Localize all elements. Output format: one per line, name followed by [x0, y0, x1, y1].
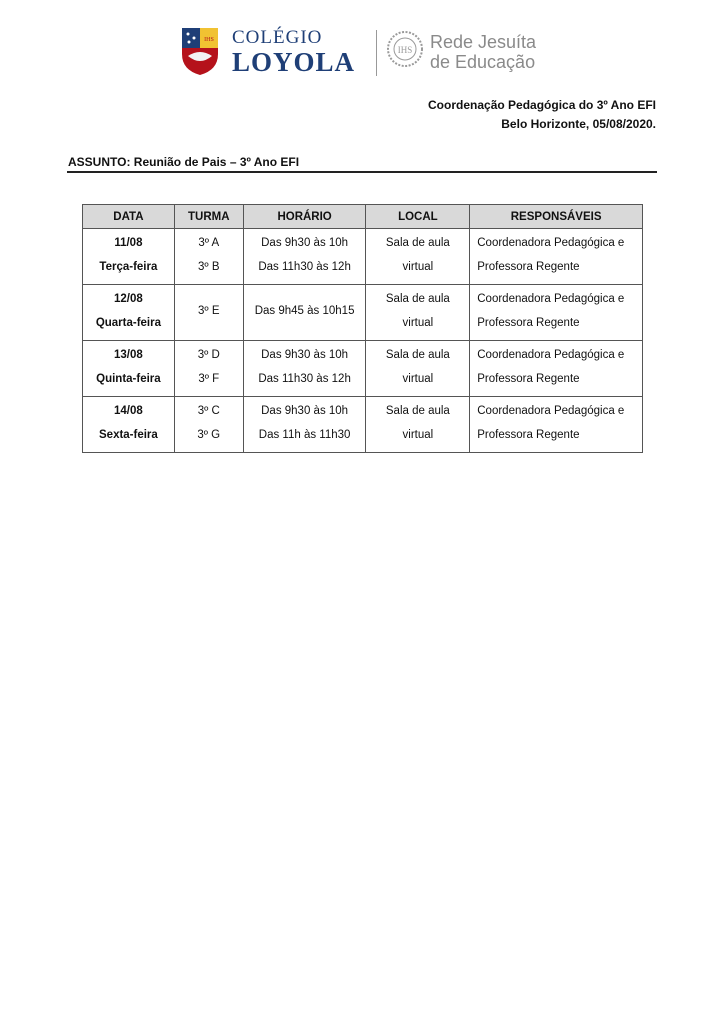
turma-cell [174, 229, 243, 285]
school-name-colegio: COLÉGIO [232, 27, 323, 48]
local-cell [366, 341, 470, 397]
responsaveis-cell [470, 341, 643, 397]
date-value: 13/08 [114, 349, 143, 361]
network-name [430, 32, 536, 72]
horario-value: Das 9h30 às 10h [261, 237, 349, 249]
date-value: 12/08 [114, 293, 143, 305]
responsaveis-line: Coordenadora Pedagógica e [477, 293, 625, 305]
horario-cell [243, 285, 366, 341]
responsaveis-cell [470, 285, 643, 341]
responsaveis-cell [470, 397, 643, 453]
header-horario: HORÁRIO [243, 205, 366, 229]
date-cell [83, 397, 175, 453]
responsaveis-cell [470, 229, 643, 285]
turma-value: 3º D [197, 349, 220, 361]
turma-value: 3º E [198, 305, 220, 317]
local-line: virtual [402, 317, 434, 329]
horario-value: Das 9h30 às 10h [261, 405, 349, 417]
table-row [83, 341, 643, 397]
horario-value: Das 11h30 às 12h [258, 261, 351, 273]
responsaveis-line: Professora Regente [477, 261, 580, 273]
horario-value: Das 11h30 às 12h [258, 373, 351, 385]
turma-cell [174, 285, 243, 341]
responsaveis-line: Professora Regente [477, 373, 580, 385]
local-line: Sala de aula [385, 293, 450, 305]
horario-value: Das 11h às 11h30 [258, 429, 351, 441]
meeting-schedule-table [82, 204, 643, 453]
horario-cell [243, 229, 366, 285]
local-cell [366, 229, 470, 285]
table-header-row [83, 205, 643, 229]
header-turma: TURMA [174, 205, 243, 229]
date-value: 11/08 [114, 237, 143, 249]
horario-value: Das 9h45 às 10h15 [254, 305, 355, 317]
school-name [232, 28, 355, 76]
table-row [83, 229, 643, 285]
local-line: Sala de aula [385, 237, 450, 249]
weekday-value: Quarta-feira [95, 317, 161, 329]
shield-monogram: IHS [204, 37, 214, 43]
date-value: 14/08 [114, 405, 143, 417]
place-date-line: Belo Horizonte, 05/08/2020. [501, 117, 656, 131]
responsaveis-line: Professora Regente [477, 429, 580, 441]
local-line: virtual [402, 373, 434, 385]
local-line: virtual [402, 429, 434, 441]
turma-cell [174, 397, 243, 453]
logo-divider [376, 30, 377, 76]
turma-value: 3º C [197, 405, 220, 417]
table-row [83, 397, 643, 453]
responsaveis-line: Coordenadora Pedagógica e [477, 349, 625, 361]
subject-line: ASSUNTO: Reunião de Pais – 3º Ano EFI [68, 155, 300, 169]
turma-value: 3º G [197, 429, 221, 441]
weekday-value: Sexta-feira [99, 429, 158, 441]
turma-cell [174, 341, 243, 397]
header-responsaveis: RESPONSÁVEIS [470, 205, 643, 229]
date-cell [83, 285, 175, 341]
responsaveis-line: Coordenadora Pedagógica e [477, 237, 625, 249]
network-name-line1: Rede Jesuíta [430, 32, 537, 52]
coordination-line: Coordenação Pedagógica do 3º Ano EFI [428, 98, 656, 112]
responsaveis-line: Coordenadora Pedagógica e [477, 405, 625, 417]
subject-rule [67, 171, 657, 173]
document-header [428, 96, 656, 134]
local-line: Sala de aula [385, 405, 450, 417]
date-cell [83, 341, 175, 397]
turma-value: 3º F [198, 373, 220, 385]
school-name-loyola: LOYOLA [232, 47, 356, 77]
date-cell [83, 229, 175, 285]
local-cell [366, 397, 470, 453]
turma-value: 3º A [198, 237, 220, 249]
local-line: Sala de aula [385, 349, 450, 361]
network-name-line2: de Educação [430, 52, 536, 72]
letterhead [180, 26, 550, 82]
school-shield-logo [180, 26, 220, 76]
local-line: virtual [402, 261, 434, 273]
header-local: LOCAL [366, 205, 470, 229]
local-cell [366, 285, 470, 341]
turma-value: 3º B [198, 261, 220, 273]
table-row [83, 285, 643, 341]
weekday-value: Quinta-feira [96, 373, 161, 385]
ihs-seal-icon [386, 30, 424, 68]
seal-monogram: IHS [397, 45, 413, 55]
horario-cell [243, 397, 366, 453]
weekday-value: Terça-feira [99, 261, 158, 273]
horario-value: Das 9h30 às 10h [261, 349, 349, 361]
horario-cell [243, 341, 366, 397]
responsaveis-line: Professora Regente [477, 317, 580, 329]
header-data: DATA [83, 205, 175, 229]
